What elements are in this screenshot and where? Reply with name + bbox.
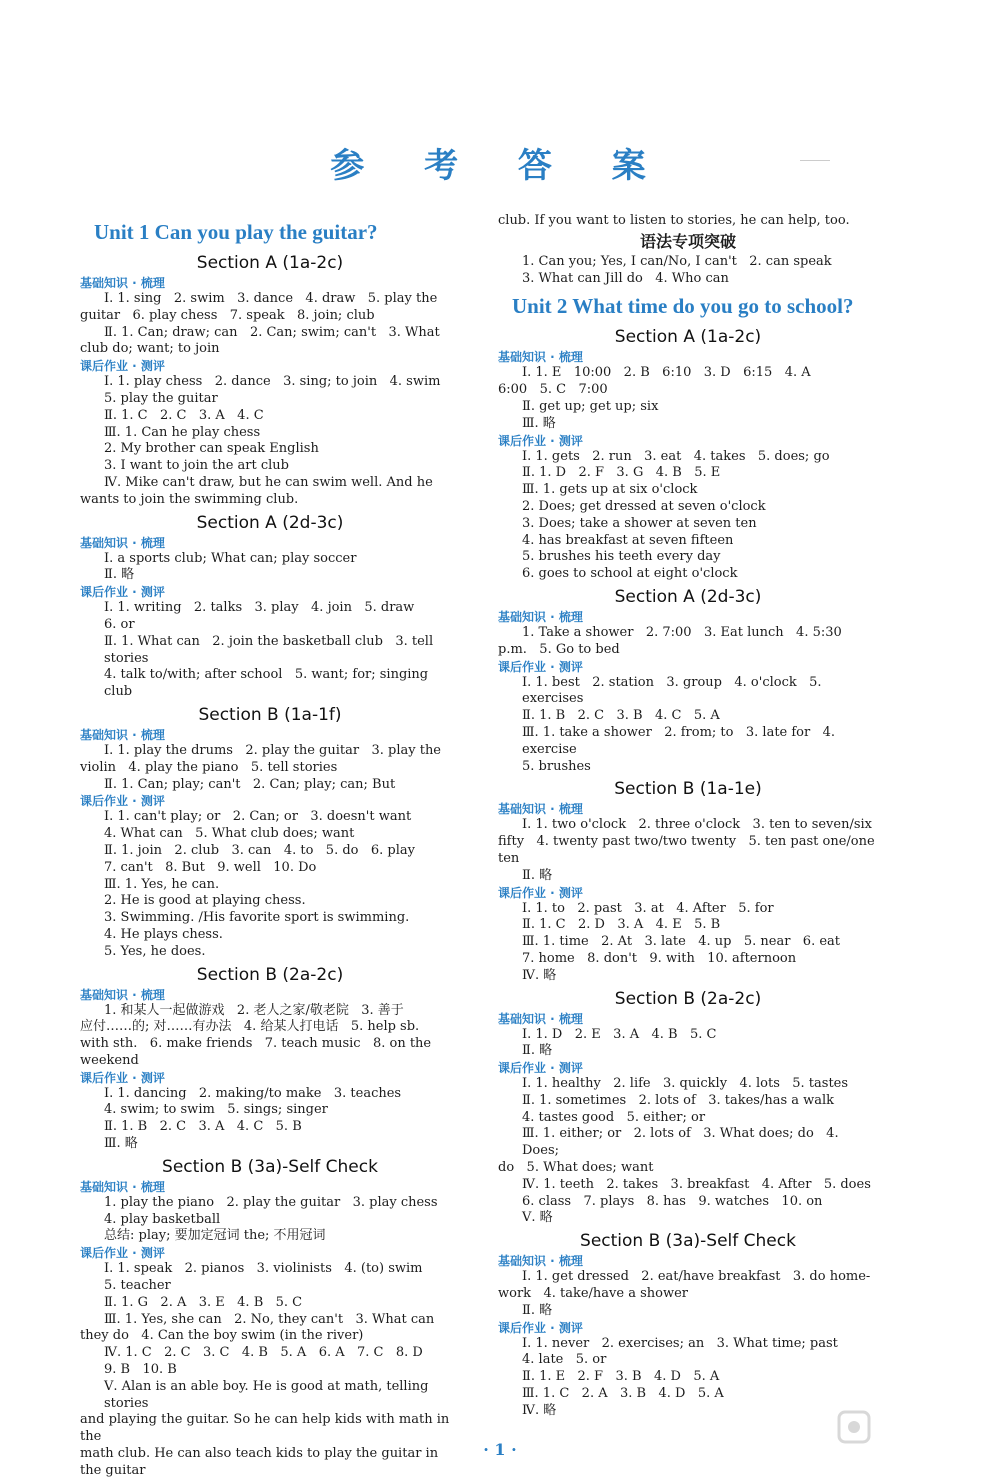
answer-line: Ⅴ. 略 [522,1210,553,1226]
homework-label: 课后作业 · 测评 [498,885,583,900]
homework-label: 课后作业 · 测评 [80,1246,165,1261]
answer-line: Ⅱ. 1. C 2. C 3. A 4. C [104,407,264,423]
answer-line: Ⅱ. 1. sometimes 2. lots of 3. takes/has a walk [522,1092,835,1108]
answer-line: Ⅱ. 1. E 2. F 3. B 4. D 5. A [522,1369,720,1385]
left-column [80,213,460,1480]
answer-line: 5. teacher [104,1278,171,1294]
answer-line: Ⅱ. 1. What can 2. join the basketball club 3. tell stories [104,633,438,666]
answer-line: Ⅱ. 1. G 2. A 3. E 4. B 5. C [104,1294,303,1310]
answer-line: Ⅰ. 1. best 2. station 3. group 4. o'clock 5. exercises [522,674,826,707]
answer-line: Ⅲ. 1. take a shower 2. from; to 3. late for 4. exercise [522,724,840,757]
answer-line: p.m. 5. Go to bed [498,641,620,657]
watermark-logo [835,1408,985,1474]
homework-label: 课后作业 · 测评 [498,659,583,674]
u2-sB2-hw [498,1076,878,1227]
decorative-line [800,160,830,161]
answer-line: 4. He plays chess. [104,926,223,942]
homework-label: 课后作业 · 测评 [498,1320,583,1335]
answer-line: Ⅱ. 略 [104,567,135,583]
u1-sA1-title: Section A (1a-2c) [196,253,344,273]
answer-line: 6. or [104,616,135,632]
u1-sB2-hw [80,1086,460,1153]
u1-sB1-hw [80,809,460,960]
answer-line: 3. What can Jill do 4. Who can [522,270,729,286]
answer-line: guitar 6. play chess 7. speak 8. join; club [80,307,375,323]
answer-line: 2. Does; get dressed at seven o'clock [522,498,766,514]
answer-line: Ⅰ. 1. E 10:00 2. B 6:10 3. D 6:15 4. A [522,365,811,381]
answer-line: 3. Does; take a shower at seven ten [522,515,757,531]
continuation-text: club. If you want to listen to stories, he can help, too. [498,213,850,228]
answer-line: 3. Swimming. /His favorite sport is swimming. [104,910,410,926]
answer-line: math club. He can also teach kids to play the guitar in the guitar [80,1446,443,1478]
u1-sB3-title: Section B (3a)-Self Check [162,1156,378,1177]
answer-line: Ⅲ. 1. time 2. At 3. late 4. up 5. near 6. eat [522,934,841,950]
unit2-title: Unit 2 What time do you go to school? [512,294,854,319]
answer-line: and playing the guitar. So he can help kids with math in the [80,1412,454,1445]
answer-line: 5. brushes [522,758,591,774]
basic-label: 基础知识 · 梳理 [498,609,583,624]
answer-line: 6. class 7. plays 8. has 9. watches 10. on [522,1193,823,1209]
u1-sA2-title: Section A (2d-3c) [196,512,344,533]
homework-label: 课后作业 · 测评 [498,1061,583,1076]
answer-line: 7. can't 8. But 9. well 10. Do [104,859,317,875]
u2-sB1-hw [498,901,878,985]
homework-label: 课后作业 · 测评 [80,1070,165,1085]
answer-line: 7. home 8. don't 9. with 10. afternoon [522,950,797,966]
answer-line: Ⅰ. 1. to 2. past 3. at 4. After 5. for [522,900,774,916]
u2-sB3-title: Section B (3a)-Self Check [580,1231,796,1252]
answer-line: Ⅰ. 1. writing 2. talks 3. play 4. join 5. draw [104,600,415,616]
u1-sB1-basic [80,743,460,793]
page-number: · 1 · [483,1440,517,1459]
u2-sB1-title: Section B (1a-1e) [614,779,762,800]
u1-sA1-basic [80,291,460,358]
answer-line: Ⅰ. 1. two o'clock 2. three o'clock 3. ten to seven/six [522,817,873,833]
answer-line: 6:00 5. C 7:00 [498,382,608,398]
basic-label: 基础知识 · 梳理 [498,350,583,365]
u2-sA1-title: Section A (1a-2c) [614,327,762,348]
answer-line: 5. Yes, he does. [104,943,206,959]
answer-line: 1. play the piano 2. play the guitar 3. play chess [104,1194,438,1210]
u2-sB2-basic [498,1027,878,1061]
answer-line: 3. I want to join the art club [104,458,289,474]
basic-label: 基础知识 · 梳理 [498,1254,583,1269]
answer-line: 4. What can 5. What club does; want [104,826,355,842]
answer-line: Ⅱ. get up; get up; six [522,398,659,414]
unit1-title: Unit 1 Can you play the guitar? [94,220,378,244]
answer-line: 4. has breakfast at seven fifteen [522,532,734,548]
u2-sA2-hw [498,675,878,776]
answer-line: Ⅰ. 1. play chess 2. dance 3. sing; to join 4. swim [104,374,441,390]
basic-label: 基础知识 · 梳理 [498,1011,583,1026]
answer-line: 2. My brother can speak English [104,441,319,457]
answer-line: Ⅳ. 略 [522,967,557,983]
answer-line: 4. talk to/with; after school 5. want; for; singing club [104,667,433,700]
answer-line: do 5. What does; want [498,1160,654,1176]
basic-label: 基础知识 · 梳理 [498,802,583,817]
homework-label: 课后作业 · 测评 [80,359,165,374]
u2-sB1-basic [498,817,878,884]
answer-line: 1. 和某人一起做游戏 2. 老人之家/敬老院 3. 善于 [104,1002,404,1018]
answer-line: Ⅲ. 1. Yes, she can 2. No, they can't 3. What can [104,1311,435,1327]
answer-line: 1. Can you; Yes, I can/No, I can't 2. can speak [522,253,832,269]
answer-line: Ⅰ. 1. never 2. exercises; an 3. What time; past [522,1335,838,1351]
answer-line: Ⅰ. 1. gets 2. run 3. eat 4. takes 5. does; go [522,448,830,464]
u2-sA1-basic [498,365,878,432]
answer-line: Ⅰ. 1. sing 2. swim 3. dance 4. draw 5. play the [104,291,438,306]
answer-line: Ⅰ. 1. D 2. E 3. A 4. B 5. C [522,1026,717,1042]
u1-sA2-basic [80,551,460,585]
homework-label: 课后作业 · 测评 [80,585,165,600]
page-title: 参 考 答 案 [330,146,670,186]
answer-line: Ⅰ. a sports club; What can; play soccer [104,550,357,566]
right-column [498,213,878,1420]
answer-line: Ⅱ. 略 [522,1302,553,1318]
answer-line: Ⅴ. Alan is an able boy. He is good at math, telling stories [104,1378,433,1411]
basic-label: 基础知识 · 梳理 [80,276,165,290]
grammar-title: 语法专项突破 [639,231,736,251]
u2-sB3-basic [498,1269,878,1319]
u1-sB2-basic [80,1003,460,1070]
answer-line: 6. goes to school at eight o'clock [522,566,738,582]
answer-line: Ⅲ. 1. gets up at six o'clock [522,482,698,498]
homework-label: 课后作业 · 测评 [80,794,165,809]
answer-line: Ⅱ. 1. B 2. C 3. B 4. C 5. A [522,708,720,724]
basic-label: 基础知识 · 梳理 [80,535,165,550]
answer-line: work 4. take/have a shower [498,1286,688,1302]
u1-sA2-hw [80,600,460,701]
u2-sA1-hw [498,449,878,583]
answer-line: with sth. 6. make friends 7. teach music 8. on the weekend [80,1036,436,1068]
answer-line: club do; want; to join [80,341,220,357]
u1-sB1-title: Section B (1a-1f) [198,704,342,725]
answer-line: violin 4. play the piano 5. tell stories [80,759,338,775]
answer-line: 4. tastes good 5. either; or [522,1109,706,1125]
answer-line: 5. play the guitar [104,390,218,406]
u2-sB2-title: Section B (2a-2c) [614,988,762,1009]
u1-sB3-basic [80,1195,460,1245]
basic-label: 基础知识 · 梳理 [80,987,165,1002]
u2-sA2-title: Section A (2d-3c) [614,586,762,607]
answer-line: Ⅱ. 1. Can; play; can't 2. Can; play; can; But [104,776,396,792]
answer-line: 2. He is good at playing chess. [104,893,306,909]
answer-line: 4. play basketball [104,1211,221,1227]
answer-line: 4. late 5. or [522,1352,607,1368]
answer-line: 1. Take a shower 2. 7:00 3. Eat lunch 4. 5:30 [522,624,842,640]
u2-sA2-basic [498,625,878,659]
answer-line: Ⅰ. 1. get dressed 2. eat/have breakfast 3. do home- [522,1269,871,1285]
answer-line: Ⅱ. 1. D 2. F 3. G 4. B 5. E [522,465,721,481]
grammar-answers [498,254,878,288]
answer-line: Ⅱ. 1. Can; draw; can 2. Can; swim; can't 3. What [104,324,440,340]
answer-line: 总结: play; 要加定冠词 the; 不用冠词 [104,1228,326,1244]
answer-line: Ⅳ. 1. C 2. C 3. C 4. B 5. A 6. A 7. C 8. D [104,1345,423,1361]
basic-label: 基础知识 · 梳理 [80,1179,165,1194]
answer-line: Ⅲ. 1. Yes, he can. [104,876,220,892]
answer-line: 9. B 10. B [104,1362,177,1378]
u1-sA1-hw [80,374,460,508]
answer-line: Ⅱ. 1. join 2. club 3. can 4. to 5. do 6. play [104,842,415,858]
answer-line: Ⅱ. 略 [522,867,553,883]
answer-line: Ⅲ. 略 [104,1136,138,1152]
answer-line: Ⅰ. 1. can't play; or 2. Can; or 3. doesn't want [104,809,412,825]
answer-line: Ⅲ. 1. either; or 2. lots of 3. What does; do 4. Does; [522,1126,843,1159]
answer-line: Ⅱ. 1. B 2. C 3. A 4. C 5. B [104,1119,302,1135]
answer-line: Ⅰ. 1. speak 2. pianos 3. violinists 4. (to) swim [104,1261,423,1277]
answer-line: Ⅰ. 1. dancing 2. making/to make 3. teaches [104,1085,402,1101]
answer-line: Ⅰ. 1. play the drums 2. play the guitar 3. play the [104,742,442,758]
answer-line: Ⅲ. 1. Can he play chess [104,424,261,440]
answer-line: fifty 4. twenty past two/two twenty 5. ten past one/one ten [498,834,879,866]
answer-line: 应付……的; 对……有办法 4. 给某人打电话 5. help sb. [80,1019,420,1035]
homework-label: 课后作业 · 测评 [498,433,583,448]
answer-line: 5. brushes his teeth every day [522,549,721,565]
answer-line: wants to join the swimming club. [80,491,299,507]
answer-line: they do 4. Can the boy swim (in the river) [80,1328,364,1344]
answer-line: Ⅳ. Mike can't draw, but he can swim well. And he [104,474,433,490]
answer-line: Ⅳ. 1. teeth 2. takes 3. breakfast 4. After 5. does [522,1176,871,1192]
answer-line: Ⅱ. 1. C 2. D 3. A 4. E 5. B [522,917,721,933]
u1-sB2-title: Section B (2a-2c) [196,964,344,985]
answer-line: Ⅳ. 略 [522,1402,557,1418]
answer-line: Ⅲ. 1. C 2. A 3. B 4. D 5. A [522,1386,724,1402]
basic-label: 基础知识 · 梳理 [80,727,165,742]
u2-sB3-hw [498,1336,878,1420]
answer-line: Ⅰ. 1. healthy 2. life 3. quickly 4. lots 5. tastes [522,1076,849,1092]
answer-line: Ⅲ. 略 [522,415,556,431]
watermark-dot [848,1421,860,1433]
answer-line: Ⅱ. 略 [522,1043,553,1059]
answer-line: 4. swim; to swim 5. sings; singer [104,1102,328,1118]
